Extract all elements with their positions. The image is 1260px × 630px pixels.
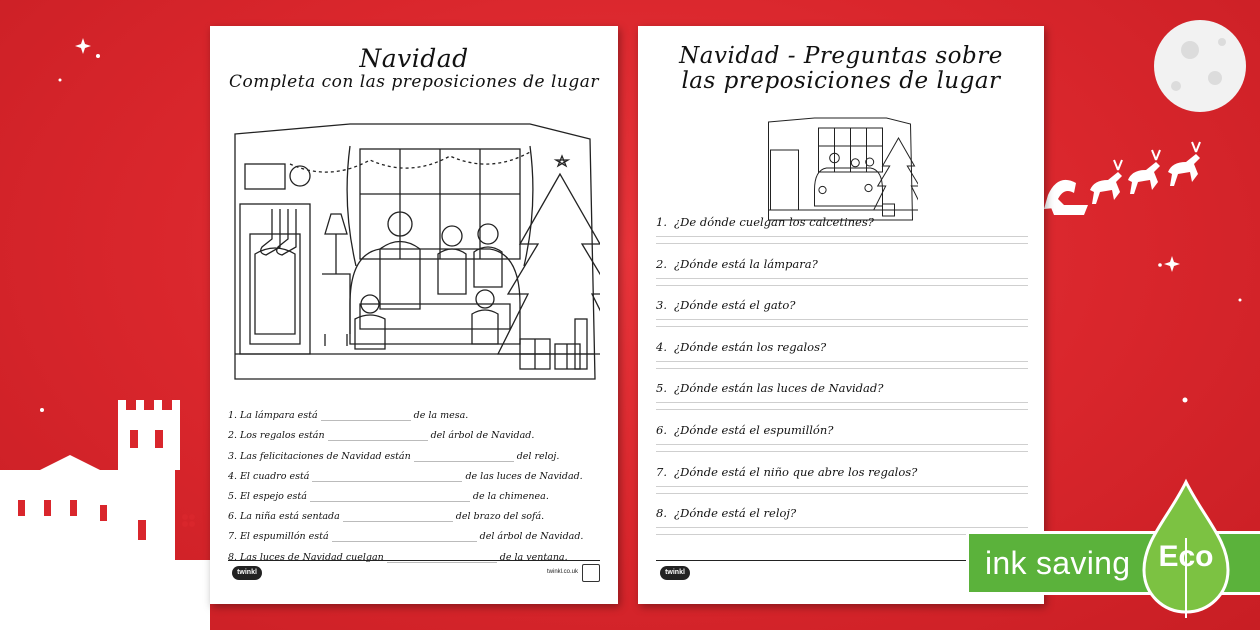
santa-sleigh-icon bbox=[1044, 142, 1200, 215]
question-number: 4. bbox=[656, 339, 667, 354]
question-text bbox=[656, 297, 1028, 313]
question-label: ¿Dónde está el reloj? bbox=[674, 506, 797, 521]
answer-line[interactable] bbox=[656, 403, 1028, 410]
answer-blank[interactable] bbox=[310, 492, 470, 502]
question-label: ¿De dónde cuelgan los calcetines? bbox=[674, 215, 874, 229]
question-list bbox=[656, 214, 1028, 547]
question-number: 3. bbox=[656, 298, 667, 313]
living-room-illustration bbox=[230, 104, 600, 384]
exercise-number: 1. bbox=[228, 410, 238, 422]
answer-line[interactable] bbox=[656, 320, 1028, 327]
right-title-line1: Navidad - Preguntas sobre bbox=[679, 43, 1003, 69]
exercise-text-after: de la chimenea. bbox=[472, 490, 549, 502]
exercise-text-after: de la mesa. bbox=[413, 410, 469, 422]
exercise-text-before: El espejo está bbox=[240, 490, 307, 502]
exercise-item bbox=[228, 441, 608, 461]
question-number: 1. bbox=[656, 215, 667, 229]
right-sheet-title bbox=[638, 44, 1044, 94]
moon-icon bbox=[1154, 20, 1246, 112]
exercise-text-before: La lámpara está bbox=[240, 410, 318, 422]
exercise-item bbox=[228, 462, 608, 482]
question-label: ¿Dónde está el espumillón? bbox=[674, 422, 834, 437]
question-label: ¿Dónde están los regalos? bbox=[674, 339, 827, 354]
question-item bbox=[656, 214, 1028, 256]
question-label: ¿Dónde está el niño que abre los regalos? bbox=[674, 464, 918, 479]
question-number: 2. bbox=[656, 256, 667, 271]
exercise-number: 5. bbox=[228, 490, 238, 502]
exercise-text-before: Los regalos están bbox=[240, 430, 325, 442]
ink-saving-label: ink saving bbox=[985, 545, 1131, 581]
answer-line[interactable] bbox=[656, 230, 1028, 237]
question-number: 6. bbox=[656, 422, 667, 437]
answer-line[interactable] bbox=[656, 355, 1028, 362]
footer-divider bbox=[228, 560, 600, 561]
answer-line[interactable] bbox=[656, 362, 1028, 369]
answer-blank[interactable] bbox=[343, 512, 453, 522]
answer-blank[interactable] bbox=[312, 472, 462, 482]
exercise-item bbox=[228, 421, 608, 441]
question-number: 8. bbox=[656, 506, 667, 521]
question-label: ¿Dónde están las luces de Navidad? bbox=[674, 381, 884, 396]
exercise-text-after: de la ventana. bbox=[499, 551, 568, 563]
exercise-item bbox=[228, 401, 608, 421]
worksheet-left bbox=[210, 26, 618, 604]
worksheet-right bbox=[638, 26, 1044, 604]
footer-badge-icon bbox=[582, 564, 600, 582]
question-text bbox=[656, 464, 1028, 480]
question-item bbox=[656, 464, 1028, 506]
answer-blank[interactable] bbox=[332, 532, 477, 542]
exercise-text-before: El espumillón está bbox=[240, 531, 329, 543]
exercise-number: 4. bbox=[228, 470, 238, 482]
answer-line[interactable] bbox=[656, 480, 1028, 487]
question-item bbox=[656, 339, 1028, 381]
exercise-text-after: del árbol de Navidad. bbox=[479, 531, 584, 543]
exercise-text-before: Las felicitaciones de Navidad están bbox=[240, 450, 411, 462]
exercise-text-before: El cuadro está bbox=[240, 470, 310, 482]
question-text bbox=[656, 380, 1028, 396]
exercise-number: 8. bbox=[228, 551, 238, 563]
answer-line[interactable] bbox=[656, 279, 1028, 286]
exercise-number: 6. bbox=[228, 511, 238, 523]
question-item bbox=[656, 256, 1028, 298]
answer-line[interactable] bbox=[656, 272, 1028, 279]
exercise-number: 7. bbox=[228, 531, 238, 543]
question-number: 7. bbox=[656, 464, 667, 479]
exercise-text-after: del árbol de Navidad. bbox=[430, 430, 535, 442]
question-text bbox=[656, 339, 1028, 355]
answer-blank[interactable] bbox=[328, 431, 428, 441]
answer-line[interactable] bbox=[656, 396, 1028, 403]
left-sheet-subtitle: Completa con las preposiciones de lugar bbox=[229, 72, 599, 92]
answer-blank[interactable] bbox=[414, 452, 514, 462]
answer-blank[interactable] bbox=[387, 553, 497, 563]
answer-line[interactable] bbox=[656, 313, 1028, 320]
answer-line[interactable] bbox=[656, 438, 1028, 445]
question-item bbox=[656, 380, 1028, 422]
exercise-list bbox=[228, 401, 608, 563]
exercise-number: 3. bbox=[228, 450, 238, 462]
answer-blank[interactable] bbox=[321, 411, 411, 421]
question-label: ¿Dónde está el gato? bbox=[674, 298, 796, 313]
exercise-text-after: de las luces de Navidad. bbox=[465, 470, 583, 482]
question-item bbox=[656, 422, 1028, 464]
exercise-text-before: La niña está sentada bbox=[240, 511, 340, 523]
exercise-item bbox=[228, 522, 608, 542]
question-text bbox=[656, 505, 1028, 521]
exercise-text-before: Las luces de Navidad cuelgan bbox=[240, 551, 384, 563]
exercise-text-after: del brazo del sofá. bbox=[455, 511, 545, 523]
question-text bbox=[656, 256, 1028, 272]
exercise-item bbox=[228, 502, 608, 522]
right-title-line2: las preposiciones de lugar bbox=[681, 68, 1001, 94]
question-text bbox=[656, 214, 1028, 230]
exercise-text-after: del reloj. bbox=[516, 450, 560, 462]
answer-line[interactable] bbox=[656, 445, 1028, 452]
footer-url: twinkl.co.uk bbox=[546, 569, 578, 575]
exercise-number: 2. bbox=[228, 430, 238, 442]
answer-line[interactable] bbox=[656, 237, 1028, 244]
question-label: ¿Dónde está la lámpara? bbox=[674, 256, 818, 271]
left-sheet-title: Navidad bbox=[359, 44, 469, 73]
question-text bbox=[656, 422, 1028, 438]
answer-line[interactable] bbox=[656, 521, 1028, 528]
question-item bbox=[656, 297, 1028, 339]
exercise-item bbox=[228, 482, 608, 502]
living-room-thumbnail bbox=[763, 110, 918, 222]
twinkl-logo: twinkl bbox=[232, 566, 262, 580]
eco-tag: Eco bbox=[1158, 540, 1214, 573]
twinkl-logo: twinkl bbox=[660, 566, 690, 580]
answer-line[interactable] bbox=[656, 487, 1028, 494]
question-number: 5. bbox=[656, 381, 667, 396]
